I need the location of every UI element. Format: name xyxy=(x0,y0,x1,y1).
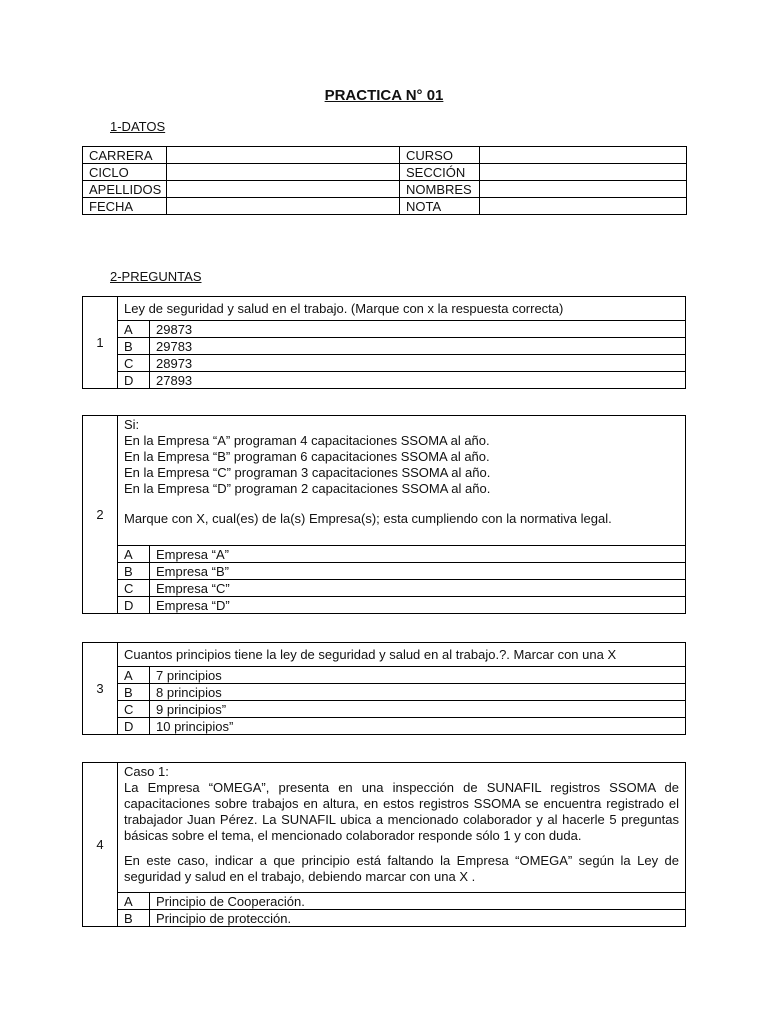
prompt-instruction: En este caso, indicar a que principio está faltando la Empresa “OMEGA” según la Ley de seguridad y salud en el trabajo, debiendo marcar con una X . xyxy=(124,853,679,884)
question-1-table xyxy=(82,296,686,389)
option-letter[interactable]: D xyxy=(118,718,150,735)
curso-label: CURSO xyxy=(400,147,480,164)
question-3-table xyxy=(82,642,686,735)
option-row[interactable] xyxy=(83,893,686,910)
ciclo-field[interactable] xyxy=(167,164,400,181)
option-text: 29783 xyxy=(150,338,686,355)
apellidos-label: APELLIDOS xyxy=(83,181,167,198)
prompt-line: Si: xyxy=(124,417,140,432)
option-letter[interactable]: A xyxy=(118,667,150,684)
option-letter[interactable]: B xyxy=(118,910,150,927)
option-letter[interactable]: D xyxy=(118,372,150,389)
option-row[interactable] xyxy=(83,667,686,684)
question-number: 2 xyxy=(83,416,118,614)
option-letter[interactable]: B xyxy=(118,338,150,355)
option-letter[interactable]: A xyxy=(118,546,150,563)
question-prompt: Ley de seguridad y salud en el trabajo. (Marque con x la respuesta correcta) xyxy=(118,297,686,321)
datos-heading: 1-DATOS xyxy=(110,119,166,134)
option-row[interactable] xyxy=(83,597,686,614)
option-row[interactable] xyxy=(83,910,686,927)
option-letter[interactable]: B xyxy=(118,684,150,701)
option-text: Principio de Cooperación. xyxy=(150,893,686,910)
prompt-line: En la Empresa “C” programan 3 capacitaciones SSOMA al año. xyxy=(124,465,491,480)
option-row[interactable] xyxy=(83,355,686,372)
option-row[interactable] xyxy=(83,563,686,580)
option-text: 28973 xyxy=(150,355,686,372)
fecha-label: FECHA xyxy=(83,198,167,215)
option-row[interactable] xyxy=(83,718,686,735)
carrera-field[interactable] xyxy=(167,147,400,164)
question-prompt: Cuantos principios tiene la ley de seguridad y salud en al trabajo.?. Marcar con una X xyxy=(118,643,686,667)
option-row[interactable] xyxy=(83,372,686,389)
prompt-line: En la Empresa “D” programan 2 capacitaciones SSOMA al año. xyxy=(124,481,491,496)
option-letter[interactable]: C xyxy=(118,355,150,372)
option-text: Principio de protección. xyxy=(150,910,686,927)
seccion-field[interactable] xyxy=(480,164,687,181)
nombres-label: NOMBRES xyxy=(400,181,480,198)
option-text: Empresa “A” xyxy=(150,546,686,563)
option-row[interactable] xyxy=(83,580,686,597)
page-title: PRACTICA N° 01 xyxy=(324,87,444,104)
ciclo-label: CICLO xyxy=(83,164,167,181)
question-2-table xyxy=(82,415,686,614)
option-row[interactable] xyxy=(83,684,686,701)
option-letter[interactable]: C xyxy=(118,701,150,718)
prompt-line: En la Empresa “A” programan 4 capacitaciones SSOMA al año. xyxy=(124,433,490,448)
carrera-label: CARRERA xyxy=(83,147,167,164)
prompt-instruction: Marque con X, cual(es) de la(s) Empresa(s); esta cumpliendo con la normativa legal. xyxy=(124,511,612,526)
question-4-table xyxy=(82,762,686,927)
option-text: 10 principios” xyxy=(150,718,686,735)
question-prompt xyxy=(118,763,686,893)
option-text: 7 principios xyxy=(150,667,686,684)
fecha-field[interactable] xyxy=(167,198,400,215)
option-letter[interactable]: B xyxy=(118,563,150,580)
nota-label: NOTA xyxy=(400,198,480,215)
question-prompt xyxy=(118,416,686,546)
option-row[interactable] xyxy=(83,321,686,338)
curso-field[interactable] xyxy=(480,147,687,164)
preguntas-heading: 2-PREGUNTAS xyxy=(110,269,202,284)
question-number: 1 xyxy=(83,297,118,389)
datos-table xyxy=(82,146,687,215)
datos-row xyxy=(83,198,687,215)
option-row[interactable] xyxy=(83,701,686,718)
prompt-line: En la Empresa “B” programan 6 capacitaciones SSOMA al año. xyxy=(124,449,490,464)
case-text: La Empresa “OMEGA”, presenta en una inspección de SUNAFIL registros SSOMA de capacitaciones sobre trabajos en altura, en estos registros SSOMA se encuentra registrado el trabajador Juan Pérez. La SUNAFIL ubica a mencionado colaborador y al hacerle 5 preguntas básicas sobre el tema, el mencionado colaborador responde sólo 1 y con duda. xyxy=(124,780,679,843)
apellidos-field[interactable] xyxy=(167,181,400,198)
option-text: 29873 xyxy=(150,321,686,338)
option-letter[interactable]: C xyxy=(118,580,150,597)
option-text: 8 principios xyxy=(150,684,686,701)
datos-row xyxy=(83,164,687,181)
question-number: 4 xyxy=(83,763,118,927)
nota-field[interactable] xyxy=(480,198,687,215)
datos-row xyxy=(83,181,687,198)
option-letter[interactable]: D xyxy=(118,597,150,614)
question-number: 3 xyxy=(83,643,118,735)
datos-row xyxy=(83,147,687,164)
option-text: Empresa “C” xyxy=(150,580,686,597)
nombres-field[interactable] xyxy=(480,181,687,198)
case-title: Caso 1: xyxy=(124,764,169,779)
option-letter[interactable]: A xyxy=(118,321,150,338)
option-letter[interactable]: A xyxy=(118,893,150,910)
option-text: Empresa “B” xyxy=(150,563,686,580)
option-text: 9 principios” xyxy=(150,701,686,718)
option-text: Empresa “D” xyxy=(150,597,686,614)
seccion-label: SECCIÓN xyxy=(400,164,480,181)
option-row[interactable] xyxy=(83,546,686,563)
option-text: 27893 xyxy=(150,372,686,389)
option-row[interactable] xyxy=(83,338,686,355)
